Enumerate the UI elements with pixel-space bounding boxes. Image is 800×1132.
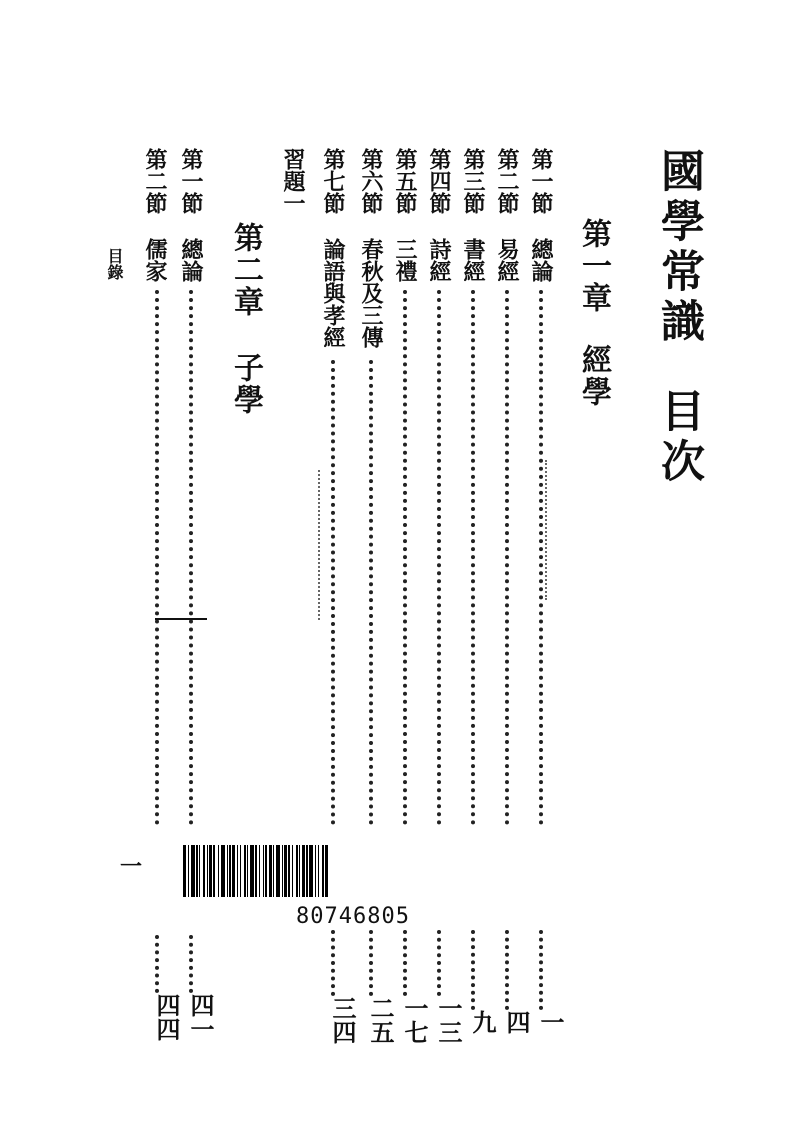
stamp-mark [155, 618, 207, 620]
page-ref-5: 一七 [400, 996, 429, 1044]
leader-dots-3b [471, 930, 475, 1010]
page-ref-1: 一 [536, 1010, 565, 1034]
chapter-1-label: 第一章 [576, 218, 611, 314]
page-ref-9: 四四 [152, 993, 181, 1041]
toc-topic-2: 易經 [494, 238, 520, 282]
page-ref-8: 四一 [186, 993, 215, 1041]
leader-dots-8b [189, 935, 193, 993]
leader-dots-4 [437, 290, 441, 825]
leader-dots-3 [471, 290, 475, 825]
page-ref-3: 九 [468, 1010, 497, 1034]
title-sub: 目次 [653, 388, 704, 488]
leader-dots-5 [403, 290, 407, 825]
barcode-label [183, 845, 539, 897]
toc-exercise-1: 習題一 [280, 148, 306, 214]
toc-ch2-section-1: 第一節 [178, 148, 204, 214]
leader-dots-1 [539, 290, 543, 825]
toc-section-3: 第三節 [460, 148, 486, 214]
leader-dots-8 [189, 290, 193, 825]
leader-dots-6 [369, 360, 373, 825]
book-title [653, 148, 704, 348]
barcode-number: 80746805 [296, 904, 410, 929]
toc-topic-7: 論語與孝經 [320, 238, 346, 348]
toc-ch2-section-2: 第二節 [142, 148, 168, 214]
toc-topic-3: 書經 [460, 238, 486, 282]
page-ref-6: 二五 [366, 996, 395, 1044]
leader-dots-5b [403, 930, 407, 996]
title-main: 國學常識 [653, 148, 704, 348]
page-number: 一 [120, 854, 143, 880]
leader-dots-2b [505, 930, 509, 1010]
toc-topic-5: 三禮 [392, 238, 418, 282]
leader-dots-9 [155, 290, 159, 825]
leader-dots-7b [331, 930, 335, 996]
leader-dots-9b [155, 935, 159, 993]
leader-dots-4b [437, 930, 441, 996]
toc-topic-6: 春秋及三傳 [358, 238, 384, 348]
page-ref-2: 四 [502, 1010, 531, 1034]
contents-heading [653, 388, 704, 488]
toc-section-6: 第六節 [358, 148, 384, 214]
leader-dots-2 [505, 290, 509, 825]
leader-dots-6b [369, 930, 373, 996]
stamp-remnant-2 [545, 460, 547, 600]
toc-ch2-topic-2: 儒家 [142, 238, 168, 282]
toc-section-2: 第二節 [494, 148, 520, 214]
leader-dots-1b [539, 930, 543, 1010]
side-label-text: 目錄 [105, 248, 124, 280]
chapter-2-label: 第二章 [228, 222, 263, 318]
toc-section-1: 第一節 [528, 148, 554, 214]
toc-section-5: 第五節 [392, 148, 418, 214]
running-header-label [106, 248, 122, 280]
toc-topic-4: 詩經 [426, 238, 452, 282]
toc-section-4: 第四節 [426, 148, 452, 214]
stamp-remnant-1 [318, 470, 320, 620]
chapter-2-name: 子學 [228, 352, 263, 416]
leader-dots-7 [331, 360, 335, 825]
barcode-bar [325, 845, 328, 897]
toc-section-7: 第七節 [320, 148, 346, 214]
toc-topic-1: 總論 [528, 238, 554, 282]
page-ref-4: 一三 [434, 996, 463, 1044]
toc-ch2-topic-1: 總論 [178, 238, 204, 282]
page-ref-7: 三四 [328, 996, 357, 1044]
chapter-1-name: 經學 [576, 344, 611, 408]
